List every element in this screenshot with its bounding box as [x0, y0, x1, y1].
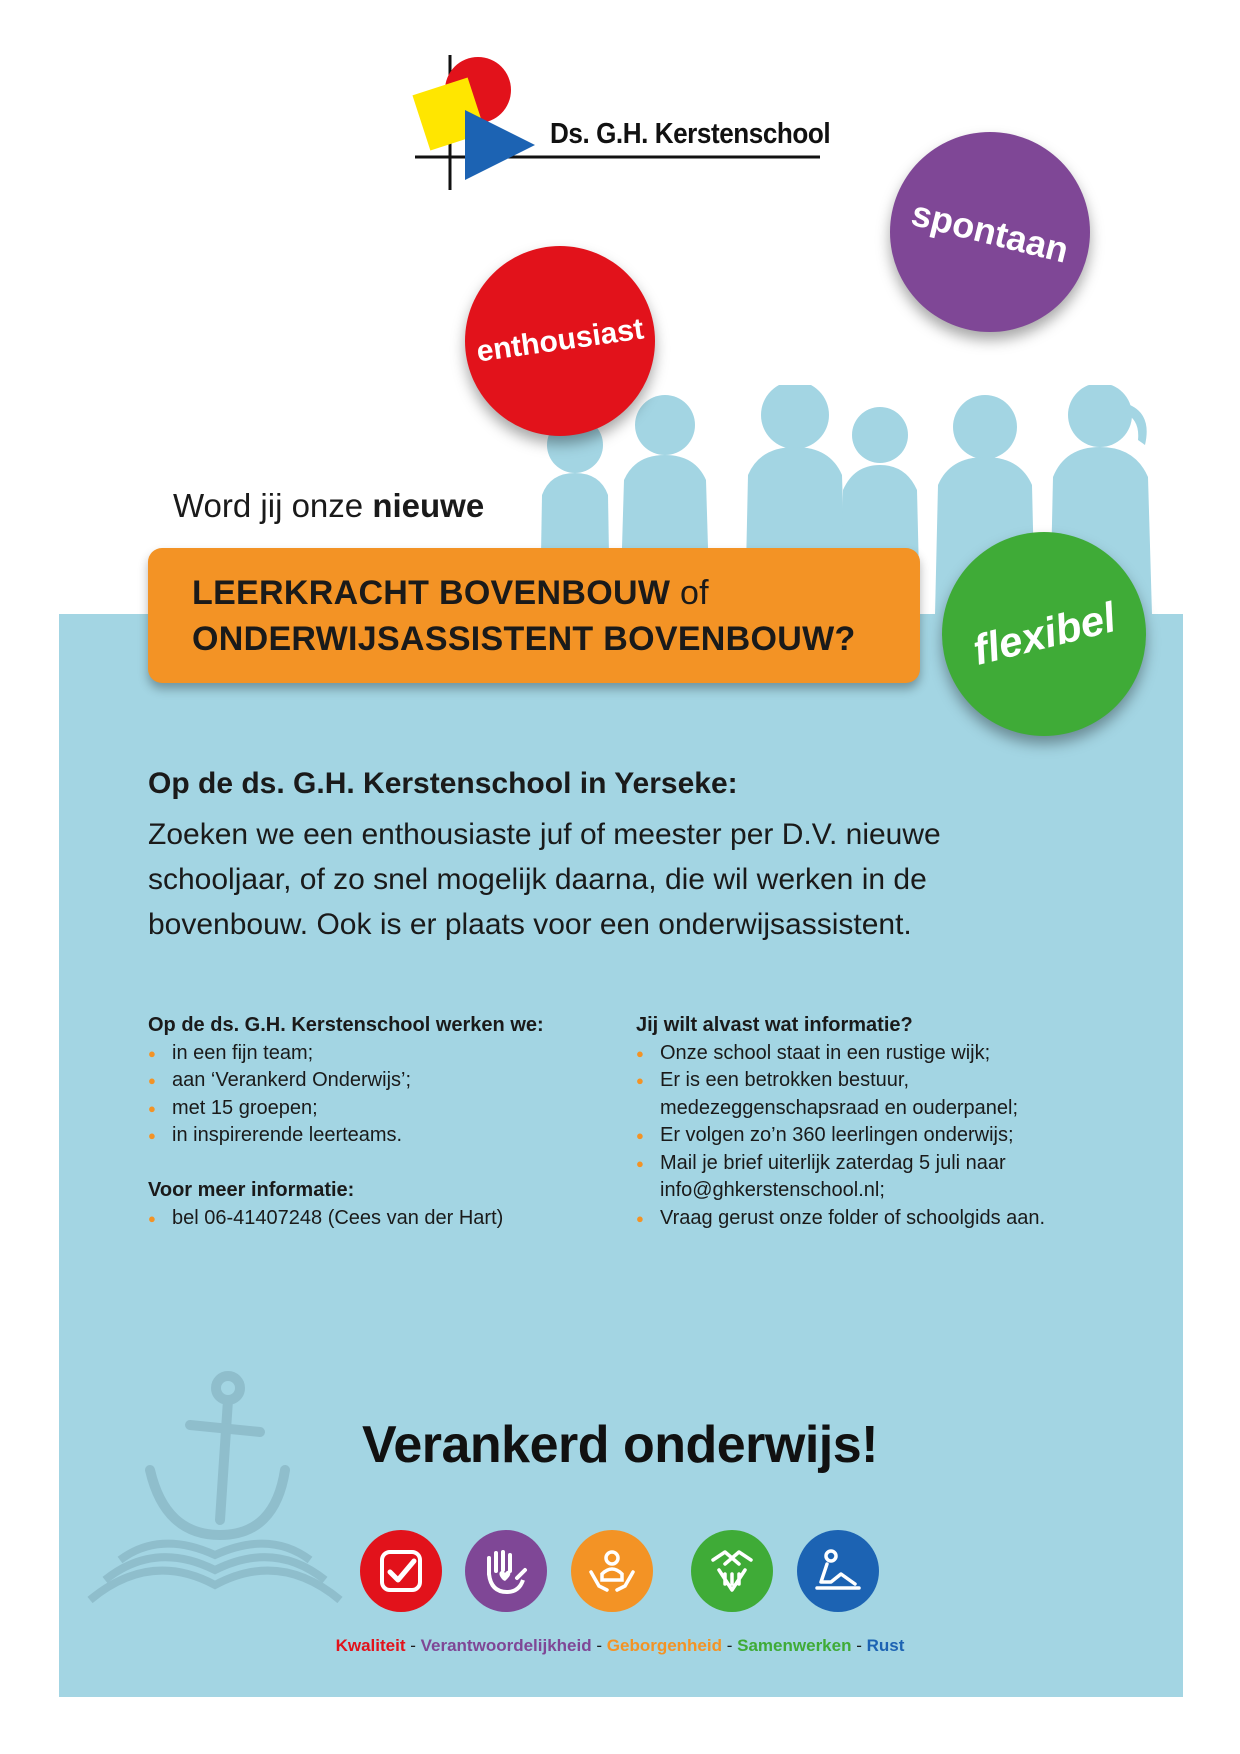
value-samenwerken: Samenwerken	[737, 1636, 852, 1655]
anchor-book-icon	[80, 1370, 350, 1610]
bubble-enthousiast	[465, 246, 655, 436]
info-heading: Jij wilt alvast wat informatie?	[636, 1014, 913, 1036]
contact-section	[148, 1177, 598, 1232]
lead-heading: Op de ds. G.H. Kerstenschool in Yerseke:	[148, 767, 738, 800]
lead-line: Zoeken we een enthousiaste juf of meester per D.V. nieuwe	[148, 818, 941, 851]
intro-prefix: Word jij onze	[173, 487, 364, 524]
email-link[interactable]: info@ghkerstenschool.nl;	[660, 1179, 885, 1201]
list-item: ● bel 06-41407248 (Cees van der Hart)	[148, 1205, 598, 1233]
value-separator: -	[856, 1636, 862, 1655]
bubble-label: spontaan	[907, 192, 1073, 271]
info-list	[636, 1040, 1136, 1233]
vacancy-role-1: LEERKRACHT BOVENBOUW	[192, 574, 671, 612]
lead-body	[148, 812, 1108, 947]
list-item-text: Mail je brief uiterlijk zaterdag 5 juli naar	[660, 1151, 1006, 1174]
info-section	[636, 1012, 1136, 1232]
list-item: ● met 15 groepen;	[148, 1095, 598, 1123]
list-item-continuation: medezeggenschapsraad en ouderpanel;	[660, 1096, 1019, 1119]
list-item: ● Er volgen zo’n 360 leerlingen onderwijs;	[636, 1122, 1136, 1150]
intro-text	[173, 487, 484, 525]
list-item	[636, 1150, 1136, 1205]
slogan: Verankerd onderwijs!	[362, 1416, 878, 1474]
bubble-label: flexibel	[967, 593, 1120, 674]
resting-person-icon	[797, 1530, 879, 1612]
heart-hand-icon	[465, 1530, 547, 1612]
list-item: ● in inspirerende leerteams.	[148, 1122, 598, 1150]
contact-list	[148, 1205, 598, 1233]
school-name: Ds. G.H. Kerstenschool	[550, 118, 831, 150]
joined-hands-icon	[691, 1530, 773, 1612]
work-heading: Op de ds. G.H. Kerstenschool werken we:	[148, 1014, 544, 1036]
value-geborgenheid: Geborgenheid	[606, 1636, 722, 1655]
vacancy-line-1	[192, 574, 709, 613]
list-item: ● Onze school staat in een rustige wijk;	[636, 1040, 1136, 1068]
list-item-text: Er is een betrokken bestuur,	[660, 1069, 910, 1091]
intro-emphasis: nieuwe	[372, 487, 485, 524]
value-separator: -	[596, 1636, 603, 1655]
lead-line: bovenbouw. Ook is er plaats voor een onderwijsassistent.	[148, 908, 912, 941]
value-verantwoordelijkheid: Verantwoordelijkheid	[420, 1636, 592, 1655]
core-values	[0, 1636, 1240, 1656]
value-rust: Rust	[866, 1636, 905, 1655]
bubble-flexibel	[942, 532, 1146, 736]
list-item	[636, 1067, 1136, 1122]
list-item: ● Vraag gerust onze folder of schoolgids aan.	[636, 1205, 1136, 1233]
work-section	[148, 1012, 598, 1150]
vacancy-or: of	[679, 574, 709, 612]
checkmark-icon	[360, 1530, 442, 1612]
list-item: ● aan ‘Verankerd Onderwijs’;	[148, 1067, 598, 1095]
work-list	[148, 1040, 598, 1150]
list-item: ● in een fijn team;	[148, 1040, 598, 1068]
value-kwaliteit: Kwaliteit	[335, 1636, 406, 1655]
lead-line: schooljaar, of zo snel mogelijk daarna, die wil werken in de	[148, 863, 927, 896]
bubble-label: enthousiast	[474, 312, 646, 369]
value-separator: -	[726, 1636, 733, 1655]
contact-heading: Voor meer informatie:	[148, 1179, 355, 1201]
caring-hands-icon	[571, 1530, 653, 1612]
vacancy-title-box	[148, 548, 920, 683]
bubble-spontaan	[890, 132, 1090, 332]
vacancy-role-2: ONDERWIJSASSISTENT BOVENBOUW?	[192, 620, 856, 658]
value-separator: -	[410, 1636, 416, 1655]
